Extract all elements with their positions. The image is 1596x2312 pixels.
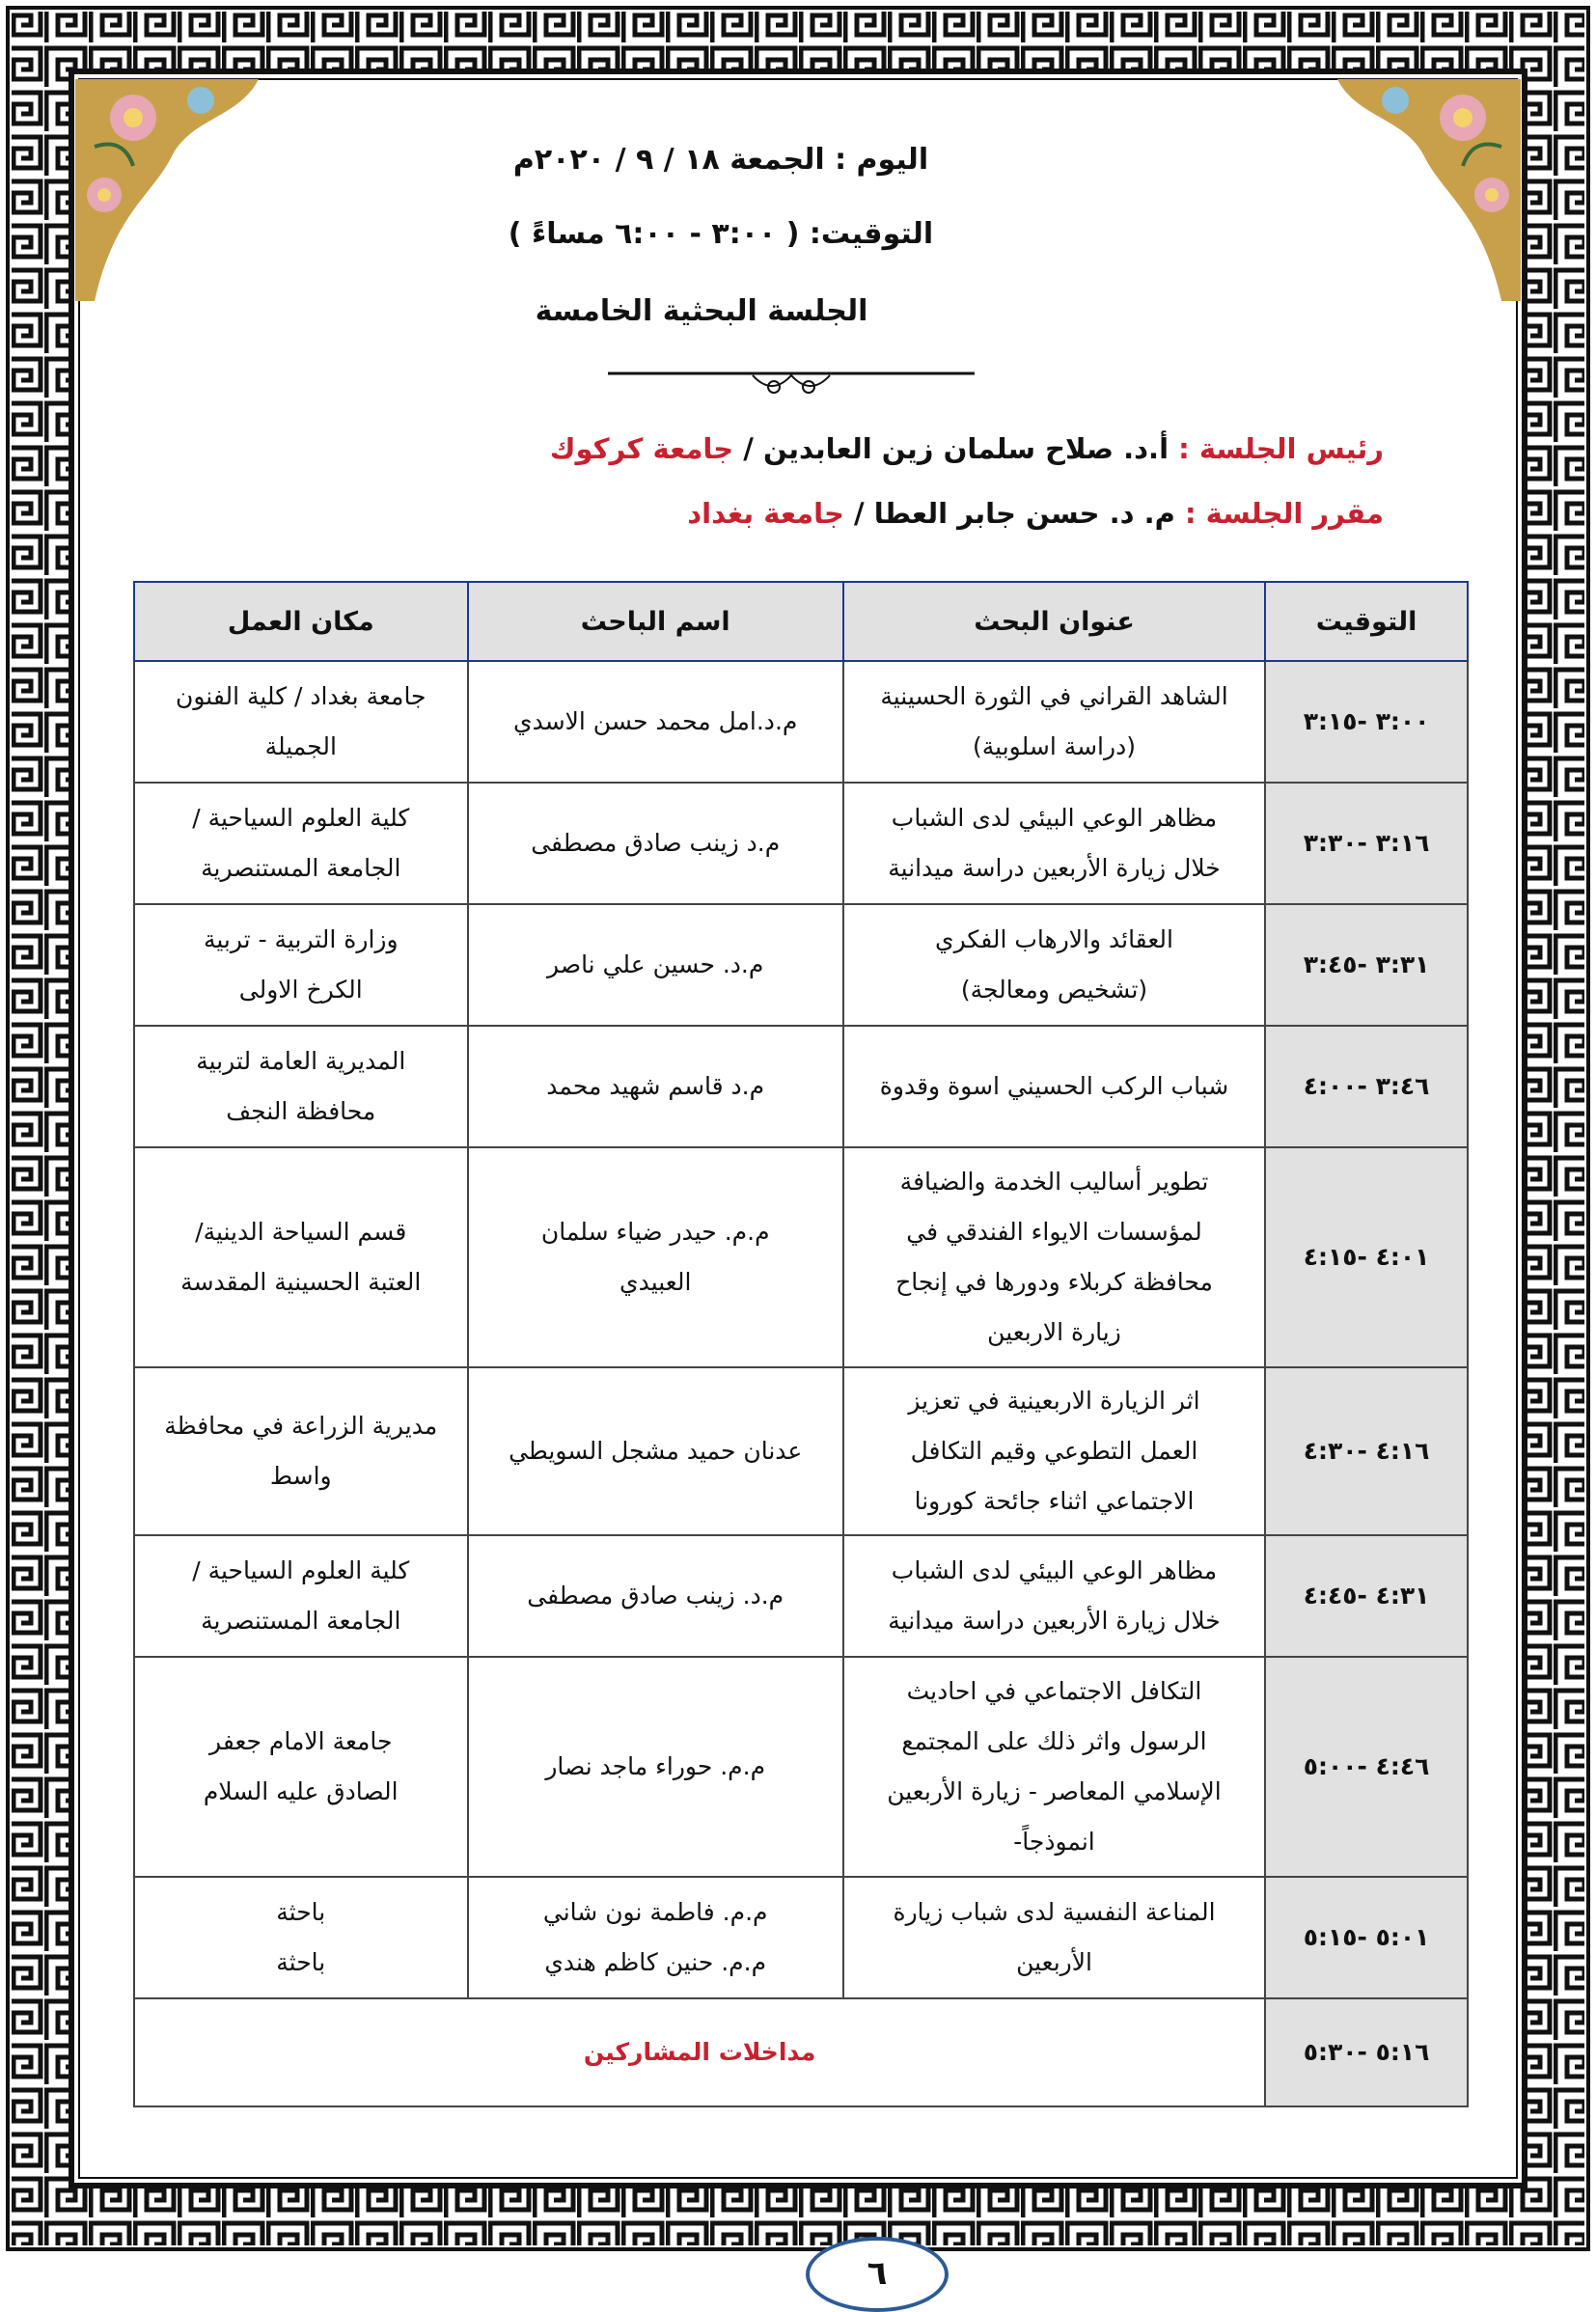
cell-title-line: مظاهر الوعي البيئي لدى الشباب <box>891 804 1218 832</box>
cell-time: ٥:٠١ -٥:١٥ <box>1265 1877 1468 1998</box>
cell-title-line: خلال زيارة الأربعين دراسة ميدانية <box>888 854 1221 882</box>
cell-researcher <box>468 904 843 1026</box>
cell-title-line: خلال زيارة الأربعين دراسة ميدانية <box>888 1607 1221 1635</box>
cell-title-line: الشاهد القراني في الثورة الحسينية <box>880 682 1228 710</box>
cell-researcher <box>468 661 843 783</box>
cell-title <box>843 1535 1265 1657</box>
cell-researcher <box>468 783 843 904</box>
cell-title-line: محافظة كربلاء ودورها في إنجاح <box>895 1268 1213 1296</box>
table-row <box>134 1657 1468 1877</box>
session-title: الجلسة البحثية الخامسة <box>535 294 868 328</box>
table-row <box>134 904 1468 1026</box>
table-row <box>134 1026 1468 1147</box>
ornamental-divider <box>608 362 975 400</box>
cell-workplace <box>134 1026 468 1147</box>
cell-workplace-line: باحثة <box>276 1948 326 1976</box>
cell-workplace <box>134 1535 468 1657</box>
cell-time: ٥:١٦ -٥:٣٠ <box>1265 1998 1468 2106</box>
cell-workplace <box>134 1877 468 1998</box>
cell-title-line: التكافل الاجتماعي في احاديث <box>906 1677 1202 1705</box>
cell-workplace-line: وزارة التربية - تربية <box>203 925 399 953</box>
header-workplace: مكان العمل <box>134 582 468 661</box>
cell-title-line: زيارة الاربعين <box>987 1318 1121 1346</box>
cell-researcher-line: العبيدي <box>619 1268 692 1296</box>
cell-title <box>843 904 1265 1026</box>
cell-time: ٣:١٦ -٣:٣٠ <box>1265 783 1468 904</box>
header-researcher: اسم الباحث <box>468 582 843 661</box>
cell-workplace-line: الكرخ الاولى <box>238 976 363 1004</box>
cell-researcher <box>468 1877 843 1998</box>
cell-title-line: المناعة النفسية لدى شباب زيارة <box>893 1898 1216 1926</box>
cell-researcher <box>468 1657 843 1877</box>
cell-workplace-line: واسط <box>269 1462 332 1490</box>
session-rapporteur <box>687 497 1384 530</box>
cell-time: ٤:١٦ -٤:٣٠ <box>1265 1367 1468 1535</box>
session-chair <box>550 432 1384 465</box>
cell-workplace-line: محافظة النجف <box>226 1097 376 1125</box>
header-time: التوقيت <box>1265 582 1468 661</box>
participants-interventions: مداخلات المشاركين <box>134 1998 1265 2106</box>
cell-researcher-line: م.د زينب صادق مصطفى <box>531 829 781 857</box>
cell-workplace <box>134 783 468 904</box>
table-header-row <box>134 582 1468 661</box>
table-row <box>134 1147 1468 1367</box>
cell-researcher-line: عدنان حميد مشجل السويطي <box>509 1437 803 1465</box>
schedule-body <box>134 661 1468 2106</box>
cell-title <box>843 1367 1265 1535</box>
cell-title-line: العقائد والارهاب الفكري <box>935 925 1173 953</box>
cell-workplace-line: باحثة <box>276 1898 326 1926</box>
rapporteur-university: جامعة بغداد <box>687 497 844 530</box>
cell-researcher <box>468 1147 843 1367</box>
table-row-participants <box>134 1998 1468 2106</box>
cell-workplace-line: كلية العلوم السياحية / <box>192 1556 410 1584</box>
cell-researcher <box>468 1535 843 1657</box>
cell-researcher <box>468 1367 843 1535</box>
session-time: التوقيت: ( ٣:٠٠ - ٦:٠٠ مساءً ) <box>508 217 934 251</box>
program-page <box>87 87 1509 2293</box>
cell-time: ٣:٠٠ -٣:١٥ <box>1265 661 1468 783</box>
cell-workplace-line: قسم السياحة الدينية/ <box>195 1218 407 1246</box>
cell-title-line: (تشخيص ومعالجة) <box>960 976 1148 1004</box>
cell-workplace-line: الصادق عليه السلام <box>203 1777 399 1805</box>
cell-workplace-line: الجامعة المستنصرية <box>201 854 401 882</box>
cell-workplace-line: مديرية الزراعة في محافظة <box>164 1412 438 1440</box>
cell-workplace <box>134 1367 468 1535</box>
cell-workplace-line: الجامعة المستنصرية <box>201 1607 401 1635</box>
cell-researcher-line: م.م. حنين كاظم هندي <box>544 1948 767 1976</box>
cell-title-line: الأربعين <box>1016 1948 1092 1976</box>
cell-time: ٤:٠١ -٤:١٥ <box>1265 1147 1468 1367</box>
cell-title-line: شباب الركب الحسيني اسوة وقدوة <box>879 1072 1229 1100</box>
cell-title <box>843 783 1265 904</box>
cell-workplace <box>134 1147 468 1367</box>
session-day: اليوم : الجمعة ١٨ / ٩ / ٢٠٢٠م <box>512 143 929 177</box>
cell-title <box>843 1657 1265 1877</box>
cell-workplace-line: جامعة الامام جعفر <box>209 1727 393 1755</box>
cell-title-line: اثر الزيارة الاربعينية في تعزيز <box>908 1387 1200 1415</box>
cell-title-line: الاجتماعي اثناء جائحة كورونا <box>914 1487 1195 1515</box>
cell-title <box>843 1026 1265 1147</box>
cell-title-line: لمؤسسات الايواء الفندقي في <box>906 1218 1202 1246</box>
cell-researcher-line: م.م. حيدر ضياء سلمان <box>540 1218 770 1246</box>
cell-researcher <box>468 1026 843 1147</box>
cell-title-line: الإسلامي المعاصر - زيارة الأربعين <box>887 1777 1222 1805</box>
cell-time: ٤:٤٦ -٥:٠٠ <box>1265 1657 1468 1877</box>
table-row <box>134 1877 1468 1998</box>
cell-workplace-line: كلية العلوم السياحية / <box>192 804 410 832</box>
cell-researcher-line: م.د. حسين علي ناصر <box>547 950 764 978</box>
cell-title-line: مظاهر الوعي البيئي لدى الشباب <box>891 1556 1218 1584</box>
table-row <box>134 661 1468 783</box>
cell-workplace-line: العتبة الحسينية المقدسة <box>180 1268 422 1296</box>
cell-researcher-line: م.د.امل محمد حسن الاسدي <box>513 707 798 735</box>
page-number: ٦ <box>806 2237 949 2312</box>
rapporteur-label: مقرر الجلسة : <box>1184 497 1384 530</box>
cell-time: ٣:٤٦ -٤:٠٠ <box>1265 1026 1468 1147</box>
cell-workplace <box>134 661 468 783</box>
cell-time: ٣:٣١ -٣:٤٥ <box>1265 904 1468 1026</box>
cell-title-line: انموذجاً- <box>1013 1828 1095 1856</box>
cell-time: ٤:٣١ -٤:٤٥ <box>1265 1535 1468 1657</box>
cell-workplace <box>134 904 468 1026</box>
schedule-table <box>133 581 1469 2107</box>
cell-workplace-line: الجميلة <box>264 732 337 760</box>
cell-title <box>843 1147 1265 1367</box>
rapporteur-name: م. د. حسن جابر العطا / <box>854 497 1175 530</box>
cell-researcher-line: م.د قاسم شهيد محمد <box>546 1072 765 1100</box>
cell-workplace-line: جامعة بغداد / كلية الفنون <box>176 682 427 710</box>
cell-title <box>843 1877 1265 1998</box>
chair-university: جامعة كركوك <box>549 432 734 465</box>
chair-name: أ.د. صلاح سلمان زين العابدين / <box>743 432 1169 465</box>
table-row <box>134 1535 1468 1657</box>
cell-researcher-line: م.د. زينب صادق مصطفى <box>527 1582 784 1610</box>
cell-researcher-line: م.م. فاطمة نون شاني <box>542 1898 768 1926</box>
table-row <box>134 783 1468 904</box>
cell-title-line: الرسول واثر ذلك على المجتمع <box>901 1727 1207 1755</box>
cell-title-line: (دراسة اسلوبية) <box>973 732 1136 760</box>
cell-workplace <box>134 1657 468 1877</box>
cell-title-line: العمل التطوعي وقيم التكافل <box>910 1437 1198 1465</box>
header-title: عنوان البحث <box>843 582 1265 661</box>
cell-title <box>843 661 1265 783</box>
cell-researcher-line: م.م. حوراء ماجد نصار <box>545 1752 766 1780</box>
chair-label: رئيس الجلسة : <box>1178 432 1384 465</box>
cell-workplace-line: المديرية العامة لتربية <box>196 1047 406 1075</box>
cell-title-line: تطوير أساليب الخدمة والضيافة <box>899 1168 1209 1196</box>
table-row <box>134 1367 1468 1535</box>
